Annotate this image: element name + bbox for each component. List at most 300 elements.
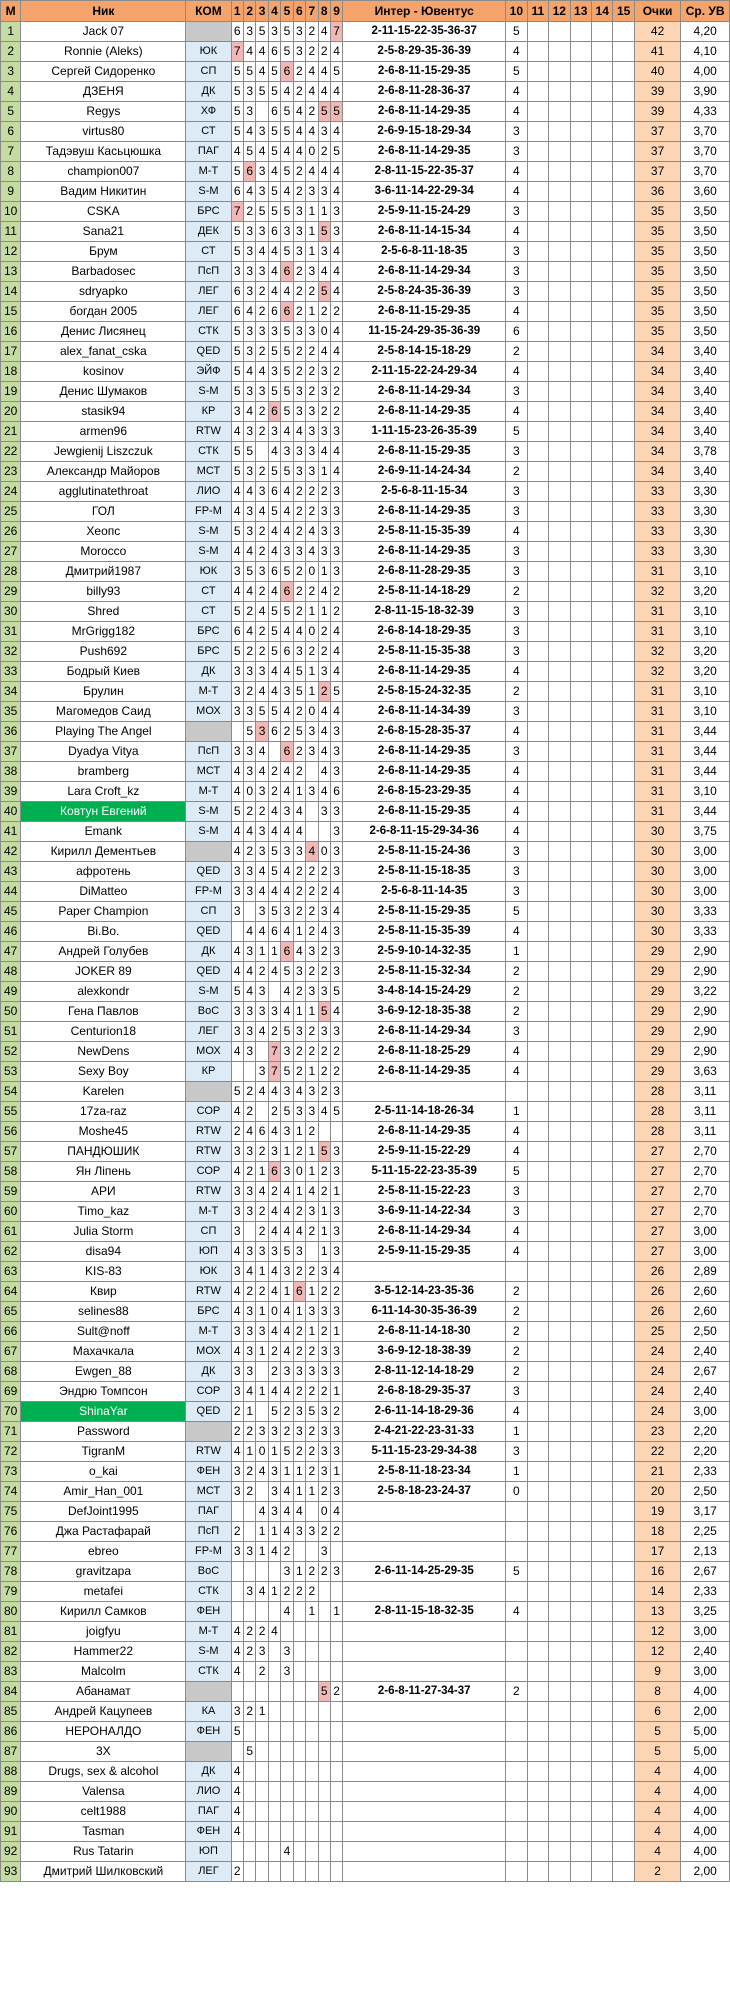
avg-cell: 3,40 — [681, 382, 730, 402]
round-score-cell: 5 — [243, 1742, 255, 1762]
prediction-cell: 2-5-8-11-15-22-23 — [343, 1182, 506, 1202]
round-score-cell: 4 — [281, 1322, 293, 1342]
extra-cell — [570, 1382, 591, 1402]
round-score-cell: 4 — [306, 542, 318, 562]
extra-cell: 4 — [506, 762, 527, 782]
round-score-cell: 3 — [231, 1482, 243, 1502]
extra-cell — [613, 942, 634, 962]
round-score-cell: 3 — [268, 1142, 280, 1162]
place-cell: 81 — [1, 1622, 21, 1642]
prediction-cell — [343, 1702, 506, 1722]
round-score-cell — [330, 1702, 342, 1722]
points-cell: 35 — [634, 242, 680, 262]
extra-cell — [527, 1442, 548, 1462]
avg-cell: 2,60 — [681, 1282, 730, 1302]
round-score-cell: 3 — [318, 662, 330, 682]
round-score-cell: 1 — [318, 562, 330, 582]
extra-cell — [549, 1422, 570, 1442]
prediction-cell — [343, 1522, 506, 1542]
round-score-cell — [231, 1062, 243, 1082]
extra-cell — [527, 1382, 548, 1402]
extra-cell — [613, 1262, 634, 1282]
extra-cell — [527, 342, 548, 362]
round-score-cell: 2 — [268, 1022, 280, 1042]
table-row — [1, 322, 730, 342]
round-score-cell: 3 — [256, 842, 268, 862]
round-score-cell: 3 — [231, 1002, 243, 1022]
nick-cell: Джа Растафарай — [21, 1522, 186, 1542]
extra-cell: 0 — [506, 1482, 527, 1502]
extra-cell — [591, 1542, 612, 1562]
extra-cell — [527, 1042, 548, 1062]
avg-cell: 3,20 — [681, 662, 730, 682]
round-score-cell: 2 — [318, 682, 330, 702]
extra-cell — [613, 1442, 634, 1462]
prediction-cell: 2-5-6-8-11-14-35 — [343, 882, 506, 902]
round-score-cell — [281, 1682, 293, 1702]
round-score-cell — [318, 1702, 330, 1722]
round-score-cell: 6 — [281, 942, 293, 962]
nick-cell: Emank — [21, 822, 186, 842]
round-score-cell: 5 — [330, 142, 342, 162]
extra-cell — [591, 342, 612, 362]
extra-cell — [570, 1362, 591, 1382]
place-cell: 60 — [1, 1202, 21, 1222]
extra-cell — [549, 1082, 570, 1102]
extra-cell — [591, 1342, 612, 1362]
points-cell: 36 — [634, 182, 680, 202]
round-score-cell: 3 — [306, 402, 318, 422]
round-score-cell: 2 — [293, 1202, 305, 1222]
points-cell: 8 — [634, 1682, 680, 1702]
table-row — [1, 1722, 730, 1742]
avg-cell: 2,90 — [681, 942, 730, 962]
round-score-cell: 2 — [243, 842, 255, 862]
round-score-cell: 2 — [293, 1442, 305, 1462]
extra-cell — [591, 1042, 612, 1062]
team-cell: КР — [186, 1062, 231, 1082]
extra-cell — [613, 802, 634, 822]
round-score-cell: 0 — [318, 1502, 330, 1522]
round-score-cell — [256, 1842, 268, 1862]
place-cell: 13 — [1, 262, 21, 282]
extra-cell — [549, 162, 570, 182]
round-score-cell: 3 — [231, 1142, 243, 1162]
round-score-cell: 2 — [268, 1102, 280, 1122]
round-score-cell — [330, 1842, 342, 1862]
extra-cell — [549, 1222, 570, 1242]
round-score-cell — [306, 822, 318, 842]
round-score-cell — [318, 1802, 330, 1822]
nick-cell: selines88 — [21, 1302, 186, 1322]
extra-cell — [549, 302, 570, 322]
extra-cell — [570, 1682, 591, 1702]
extra-cell — [591, 742, 612, 762]
extra-cell — [527, 742, 548, 762]
round-score-cell: 1 — [256, 1382, 268, 1402]
round-score-cell: 4 — [231, 1642, 243, 1662]
extra-cell — [527, 1582, 548, 1602]
extra-cell — [591, 1702, 612, 1722]
round-score-cell: 3 — [293, 962, 305, 982]
round-score-cell: 3 — [306, 182, 318, 202]
avg-cell: 4,00 — [681, 1842, 730, 1862]
table-row — [1, 1862, 730, 1882]
nick-cell: Ковтун Евгений — [21, 802, 186, 822]
table-row — [1, 62, 730, 82]
avg-cell: 4,20 — [681, 22, 730, 42]
round-score-cell: 3 — [318, 382, 330, 402]
round-score-cell: 3 — [256, 1422, 268, 1442]
extra-cell — [527, 1542, 548, 1562]
prediction-cell — [343, 1662, 506, 1682]
round-score-cell: 2 — [293, 302, 305, 322]
round-score-cell: 2 — [231, 1122, 243, 1142]
round-score-cell: 3 — [256, 482, 268, 502]
extra-cell — [570, 62, 591, 82]
extra-cell — [527, 662, 548, 682]
place-cell: 14 — [1, 282, 21, 302]
extra-cell — [527, 282, 548, 302]
round-score-cell: 3 — [293, 1022, 305, 1042]
extra-cell: 4 — [506, 182, 527, 202]
extra-cell — [570, 1662, 591, 1682]
extra-cell — [549, 1062, 570, 1082]
table-row — [1, 1702, 730, 1722]
prediction-cell — [343, 1642, 506, 1662]
team-cell: ЛЕГ — [186, 1022, 231, 1042]
extra-cell — [527, 1062, 548, 1082]
extra-cell: 4 — [506, 1142, 527, 1162]
round-score-cell: 4 — [231, 762, 243, 782]
extra-cell — [570, 1162, 591, 1182]
extra-cell — [613, 922, 634, 942]
team-cell — [186, 1682, 231, 1702]
place-cell: 4 — [1, 82, 21, 102]
round-score-cell: 2 — [256, 1662, 268, 1682]
round-score-cell: 2 — [293, 902, 305, 922]
round-score-cell: 5 — [231, 122, 243, 142]
round-score-cell: 2 — [306, 1022, 318, 1042]
extra-cell: 3 — [506, 622, 527, 642]
extra-cell — [613, 602, 634, 622]
team-cell: ЮК — [186, 562, 231, 582]
place-cell: 91 — [1, 1822, 21, 1842]
place-cell: 86 — [1, 1722, 21, 1742]
extra-cell — [591, 1862, 612, 1882]
place-cell: 3 — [1, 62, 21, 82]
round-score-cell — [306, 802, 318, 822]
round-score-cell: 5 — [281, 602, 293, 622]
extra-cell — [549, 222, 570, 242]
round-score-cell — [293, 1862, 305, 1882]
round-score-cell — [330, 1742, 342, 1762]
round-score-cell — [306, 1662, 318, 1682]
round-score-cell: 3 — [268, 1422, 280, 1442]
avg-cell: 2,20 — [681, 1422, 730, 1442]
extra-cell — [613, 702, 634, 722]
round-score-cell: 2 — [318, 1482, 330, 1502]
nick-cell: alex_fanat_cska — [21, 342, 186, 362]
points-cell: 26 — [634, 1282, 680, 1302]
extra-cell — [591, 682, 612, 702]
round-score-cell: 3 — [256, 162, 268, 182]
extra-cell — [591, 942, 612, 962]
round-score-cell: 2 — [293, 1322, 305, 1342]
extra-cell — [570, 1582, 591, 1602]
extra-cell — [527, 1862, 548, 1882]
round-score-cell — [256, 1722, 268, 1742]
round-score-cell: 3 — [256, 662, 268, 682]
prediction-cell: 2-5-8-29-35-36-39 — [343, 42, 506, 62]
avg-cell: 3,90 — [681, 82, 730, 102]
extra-cell — [549, 402, 570, 422]
round-score-cell: 3 — [231, 902, 243, 922]
round-score-cell: 5 — [281, 242, 293, 262]
table-row — [1, 382, 730, 402]
team-cell: М-Т — [186, 162, 231, 182]
round-score-cell: 6 — [268, 102, 280, 122]
points-cell: 34 — [634, 422, 680, 442]
avg-cell: 3,10 — [681, 702, 730, 722]
round-score-cell: 2 — [256, 282, 268, 302]
nick-cell: KIS-83 — [21, 1262, 186, 1282]
round-score-cell: 4 — [330, 322, 342, 342]
prediction-cell: 2-6-8-18-29-35-37 — [343, 1382, 506, 1402]
round-score-cell — [330, 1582, 342, 1602]
team-cell — [186, 842, 231, 862]
extra-cell — [591, 1382, 612, 1402]
round-score-cell: 2 — [256, 1142, 268, 1162]
place-cell: 20 — [1, 402, 21, 422]
avg-cell: 3,44 — [681, 742, 730, 762]
round-score-cell — [268, 1602, 280, 1622]
round-score-cell: 2 — [306, 922, 318, 942]
round-score-cell: 4 — [231, 502, 243, 522]
round-score-cell: 1 — [318, 1222, 330, 1242]
round-score-cell: 3 — [268, 1462, 280, 1482]
round-score-cell — [330, 1762, 342, 1782]
round-score-cell: 6 — [268, 302, 280, 322]
place-cell: 56 — [1, 1122, 21, 1142]
round-score-cell: 2 — [256, 1202, 268, 1222]
extra-cell: 2 — [506, 1002, 527, 1022]
round-score-cell — [268, 1862, 280, 1882]
extra-cell — [591, 1482, 612, 1502]
team-cell: ПАГ — [186, 1502, 231, 1522]
round-score-cell: 2 — [243, 802, 255, 822]
round-score-cell — [243, 1782, 255, 1802]
avg-cell: 2,60 — [681, 1302, 730, 1322]
points-cell: 31 — [634, 782, 680, 802]
round-score-cell: 2 — [243, 1642, 255, 1662]
extra-cell — [527, 782, 548, 802]
extra-cell — [549, 1322, 570, 1342]
round-score-cell — [318, 1602, 330, 1622]
round-score-cell: 3 — [318, 802, 330, 822]
table-row — [1, 942, 730, 962]
team-cell: СОР — [186, 1162, 231, 1182]
table-row — [1, 1002, 730, 1022]
avg-cell: 3,44 — [681, 722, 730, 742]
points-cell: 34 — [634, 362, 680, 382]
round-score-cell: 1 — [256, 1522, 268, 1542]
round-score-cell: 7 — [231, 202, 243, 222]
extra-cell — [613, 142, 634, 162]
extra-cell — [549, 242, 570, 262]
round-score-cell: 2 — [293, 742, 305, 762]
round-score-cell: 3 — [243, 462, 255, 482]
prediction-cell: 2-6-8-11-14-29-35 — [343, 542, 506, 562]
nick-cell: Timo_kaz — [21, 1202, 186, 1222]
round-score-cell: 4 — [318, 342, 330, 362]
round-score-cell: 4 — [268, 282, 280, 302]
round-score-cell: 1 — [330, 1602, 342, 1622]
round-score-cell: 2 — [243, 602, 255, 622]
points-cell: 34 — [634, 462, 680, 482]
nick-cell: Bi.Bo. — [21, 922, 186, 942]
round-score-cell: 4 — [293, 622, 305, 642]
extra-cell — [549, 622, 570, 642]
round-score-cell: 3 — [231, 1222, 243, 1242]
round-score-cell: 5 — [231, 362, 243, 382]
round-score-cell: 5 — [293, 722, 305, 742]
extra-cell — [549, 1302, 570, 1322]
extra-cell — [613, 662, 634, 682]
extra-cell — [591, 562, 612, 582]
extra-cell — [613, 1342, 634, 1362]
extra-cell — [613, 1562, 634, 1582]
round-score-cell: 4 — [281, 862, 293, 882]
round-score-cell: 5 — [281, 362, 293, 382]
round-score-cell: 4 — [268, 582, 280, 602]
points-cell: 35 — [634, 302, 680, 322]
extra-cell: 2 — [506, 962, 527, 982]
extra-cell: 4 — [506, 302, 527, 322]
extra-cell — [613, 1182, 634, 1202]
nick-cell: Amir_Han_001 — [21, 1482, 186, 1502]
extra-cell — [570, 542, 591, 562]
table-row — [1, 1582, 730, 1602]
round-score-cell — [268, 1782, 280, 1802]
prediction-cell: 2-6-8-11-15-29-34-36 — [343, 822, 506, 842]
points-cell: 29 — [634, 1062, 680, 1082]
extra-cell — [591, 762, 612, 782]
header-round: 5 — [281, 1, 293, 22]
extra-cell — [570, 1102, 591, 1122]
table-row — [1, 1542, 730, 1562]
extra-cell — [570, 1642, 591, 1662]
round-score-cell: 3 — [330, 1242, 342, 1262]
round-score-cell: 2 — [318, 402, 330, 422]
round-score-cell: 3 — [293, 462, 305, 482]
points-cell: 27 — [634, 1242, 680, 1262]
round-score-cell: 1 — [306, 1482, 318, 1502]
nick-cell: Password — [21, 1422, 186, 1442]
extra-cell — [527, 382, 548, 402]
round-score-cell: 6 — [268, 922, 280, 942]
extra-cell — [570, 322, 591, 342]
prediction-cell: 2-4-21-22-23-31-33 — [343, 1422, 506, 1442]
round-score-cell: 4 — [256, 42, 268, 62]
extra-cell — [613, 722, 634, 742]
round-score-cell: 2 — [243, 1622, 255, 1642]
results-body — [1, 22, 730, 1882]
nick-cell: Абанамат — [21, 1682, 186, 1702]
prediction-cell: 3-6-9-11-14-22-34 — [343, 1202, 506, 1222]
round-score-cell: 4 — [268, 522, 280, 542]
round-score-cell: 3 — [281, 1642, 293, 1662]
round-score-cell: 2 — [293, 702, 305, 722]
round-score-cell: 4 — [330, 1502, 342, 1522]
prediction-cell — [343, 1842, 506, 1862]
extra-cell — [549, 1282, 570, 1302]
extra-cell — [591, 1722, 612, 1742]
extra-cell — [549, 642, 570, 662]
extra-cell — [591, 922, 612, 942]
round-score-cell: 1 — [243, 1442, 255, 1462]
round-score-cell: 3 — [231, 882, 243, 902]
table-row — [1, 1382, 730, 1402]
extra-cell — [549, 1582, 570, 1602]
extra-cell — [613, 1282, 634, 1302]
avg-cell: 3,40 — [681, 342, 730, 362]
round-score-cell: 5 — [281, 322, 293, 342]
extra-cell — [527, 1082, 548, 1102]
round-score-cell: 3 — [306, 322, 318, 342]
round-score-cell: 3 — [231, 682, 243, 702]
round-score-cell: 3 — [256, 322, 268, 342]
nick-cell: bramberg — [21, 762, 186, 782]
round-score-cell: 1 — [256, 1702, 268, 1722]
round-score-cell: 5 — [293, 682, 305, 702]
extra-cell — [527, 562, 548, 582]
round-score-cell: 5 — [231, 642, 243, 662]
round-score-cell: 2 — [318, 1282, 330, 1302]
team-cell: ПсП — [186, 742, 231, 762]
round-score-cell — [268, 1842, 280, 1862]
extra-cell — [570, 642, 591, 662]
extra-cell — [549, 1862, 570, 1882]
extra-cell — [549, 1402, 570, 1422]
extra-cell — [549, 82, 570, 102]
round-score-cell: 1 — [318, 602, 330, 622]
team-cell: М-Т — [186, 782, 231, 802]
extra-cell — [613, 322, 634, 342]
round-score-cell: 3 — [256, 822, 268, 842]
table-row — [1, 102, 730, 122]
round-score-cell: 5 — [231, 162, 243, 182]
round-score-cell: 5 — [256, 202, 268, 222]
round-score-cell: 5 — [281, 42, 293, 62]
prediction-cell: 3-6-9-12-18-35-38 — [343, 1002, 506, 1022]
round-score-cell: 3 — [293, 382, 305, 402]
round-score-cell: 1 — [306, 602, 318, 622]
round-score-cell: 2 — [256, 642, 268, 662]
extra-cell — [591, 142, 612, 162]
extra-cell — [591, 382, 612, 402]
round-score-cell: 2 — [293, 82, 305, 102]
extra-cell — [613, 182, 634, 202]
round-score-cell: 3 — [256, 722, 268, 742]
extra-cell: 3 — [506, 1442, 527, 1462]
prediction-cell: 3-4-8-14-15-24-29 — [343, 982, 506, 1002]
round-score-cell: 4 — [231, 1442, 243, 1462]
extra-cell — [527, 1282, 548, 1302]
table-row — [1, 242, 730, 262]
nick-cell: Sana21 — [21, 222, 186, 242]
table-row — [1, 1322, 730, 1342]
